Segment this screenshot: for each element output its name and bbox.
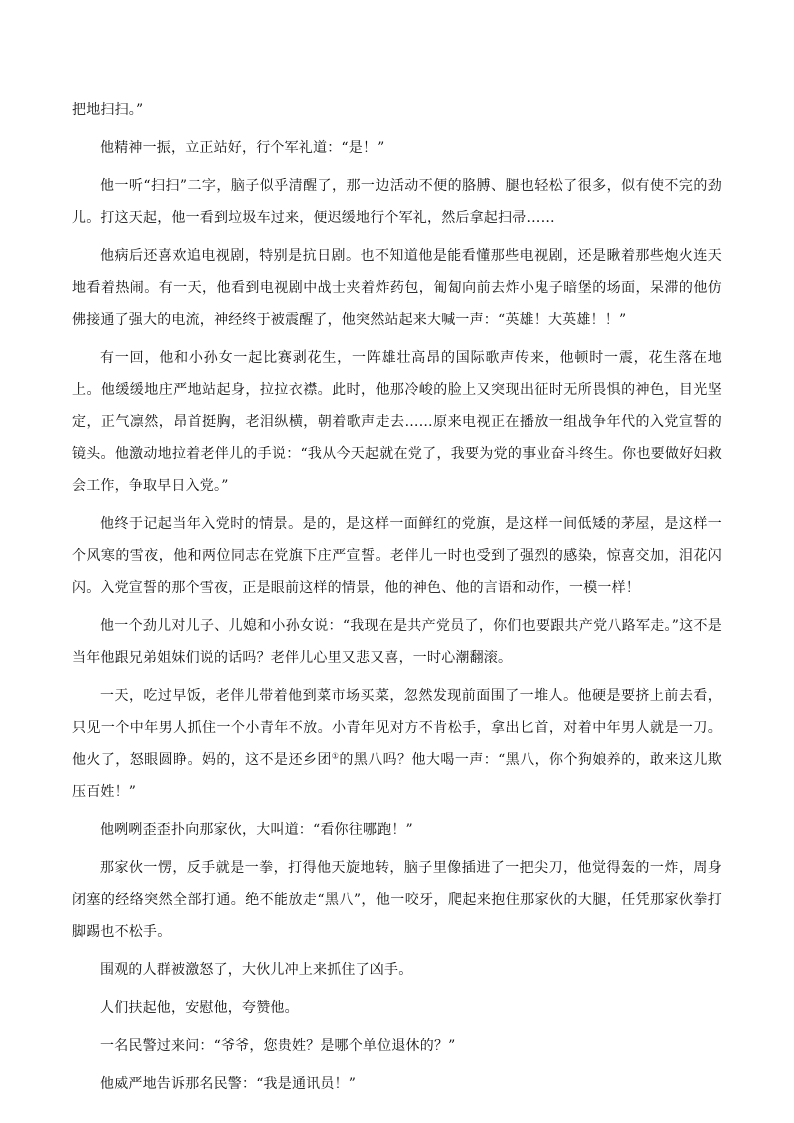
paragraph: 他病后还喜欢追电视剧，特别是抗日剧。也不知道他是能看懂那些电视剧，还是瞅着那些炮火连天地看着热闹。有一天，他看到电视剧中战士夹着炸药包，匍匐向前去炸小鬼子暗堡的场面，呆滞的他仿佛接通了强大的电流，神经终于被震醒了，他突然站起来大喊一声：“英雄！大英雄！！” xyxy=(72,248,722,328)
paragraph: 人们扶起他，安慰他，夸赞他。 xyxy=(100,1000,299,1016)
footnote-mark: ① xyxy=(331,751,340,761)
paragraph-with-footnote xyxy=(72,680,722,808)
paragraph: 他威严地告诉那名民警：“我是通讯员！” xyxy=(100,1076,357,1092)
paragraph: 那家伙一愣，反手就是一拳，打得他天旋地转，脑子里像插进了一把尖刀，他觉得轰的一炸，周身闭塞的经络突然全部打通。绝不能放走“黑八”，他一咬牙，爬起来抱住那家伙的大腿，任凭那家伙拳打脚踢也不松手。 xyxy=(72,860,722,940)
paragraph: 他一听“扫扫”二字，脑子似乎清醒了，那一边活动不便的胳膊、腿也轻松了很多，似有使不完的劲儿。打这天起，他一看到垃圾车过来，便迟缓地行个军礼，然后拿起扫帚…… xyxy=(72,178,722,226)
paragraph: 围观的人群被激怒了，大伙儿冲上来抓住了凶手。 xyxy=(100,962,413,978)
paragraph: 有一回，他和小孙女一起比赛剥花生，一阵雄壮高昂的国际歌声传来，他顿时一震，花生落在地上。他缓缓地庄严地站起身，拉拉衣襟。此时，他那冷峻的脸上又突现出征时无所畏惧的神色，目光坚定，正气凛然，昂首挺胸，老泪纵横，朝着歌声走去……原来电视正在播放一组战争年代的入党宣誓的镜头。他激动地拉着老伴儿的手说：“我从今天起就在党了，我要为党的事业奋斗终生。你也要做好妇救会工作，争取早日入党。” xyxy=(72,350,722,494)
paragraph-part: 的黑八吗？他大喝一声：“黑八，你个狗娘养的，敢来这儿欺压百姓！” xyxy=(72,752,722,800)
paragraph: 他精神一振，立正站好，行个军礼道：“是！” xyxy=(100,140,385,156)
paragraph: 一名民警过来问：“爷爷，您贵姓？是哪个单位退休的？” xyxy=(100,1038,456,1054)
paragraph: 他终于记起当年入党时的情景。是的，是这样一面鲜红的党旗，是这样一间低矮的茅屋，是这样一个风寒的雪夜，他和两位同志在党旗下庄严宣誓。老伴儿一时也受到了强烈的感染，惊喜交加，泪花闪闪。入党宣誓的那个雪夜，正是眼前这样的情景，他的神色、他的言语和动作，一模一样！ xyxy=(72,516,722,596)
paragraph: 他咧咧歪歪扑向那家伙，大叫道：“看你往哪跑！” xyxy=(100,822,413,838)
paragraph: 把地扫扫。” xyxy=(72,102,144,118)
paragraph-part: 一天，吃过早饭，老伴儿带着他到菜市场买菜，忽然发现前面围了一堆人。他硬是要挤上前去看，只见一个中年男人抓住一个小青年不放。小青年见对方不肯松手，拿出匕首，对着中年男人就是一刀。他火了，怒眼圆睁。妈的，这不是还乡团 xyxy=(72,688,722,768)
paragraph: 他一个劲儿对儿子、儿媳和小孙女说：“我现在是共产党员了，你们也要跟共产党八路军走。”这不是当年他跟兄弟姐妹们说的话吗？老伴儿心里又悲又喜，一时心潮翻滚。 xyxy=(72,618,722,666)
